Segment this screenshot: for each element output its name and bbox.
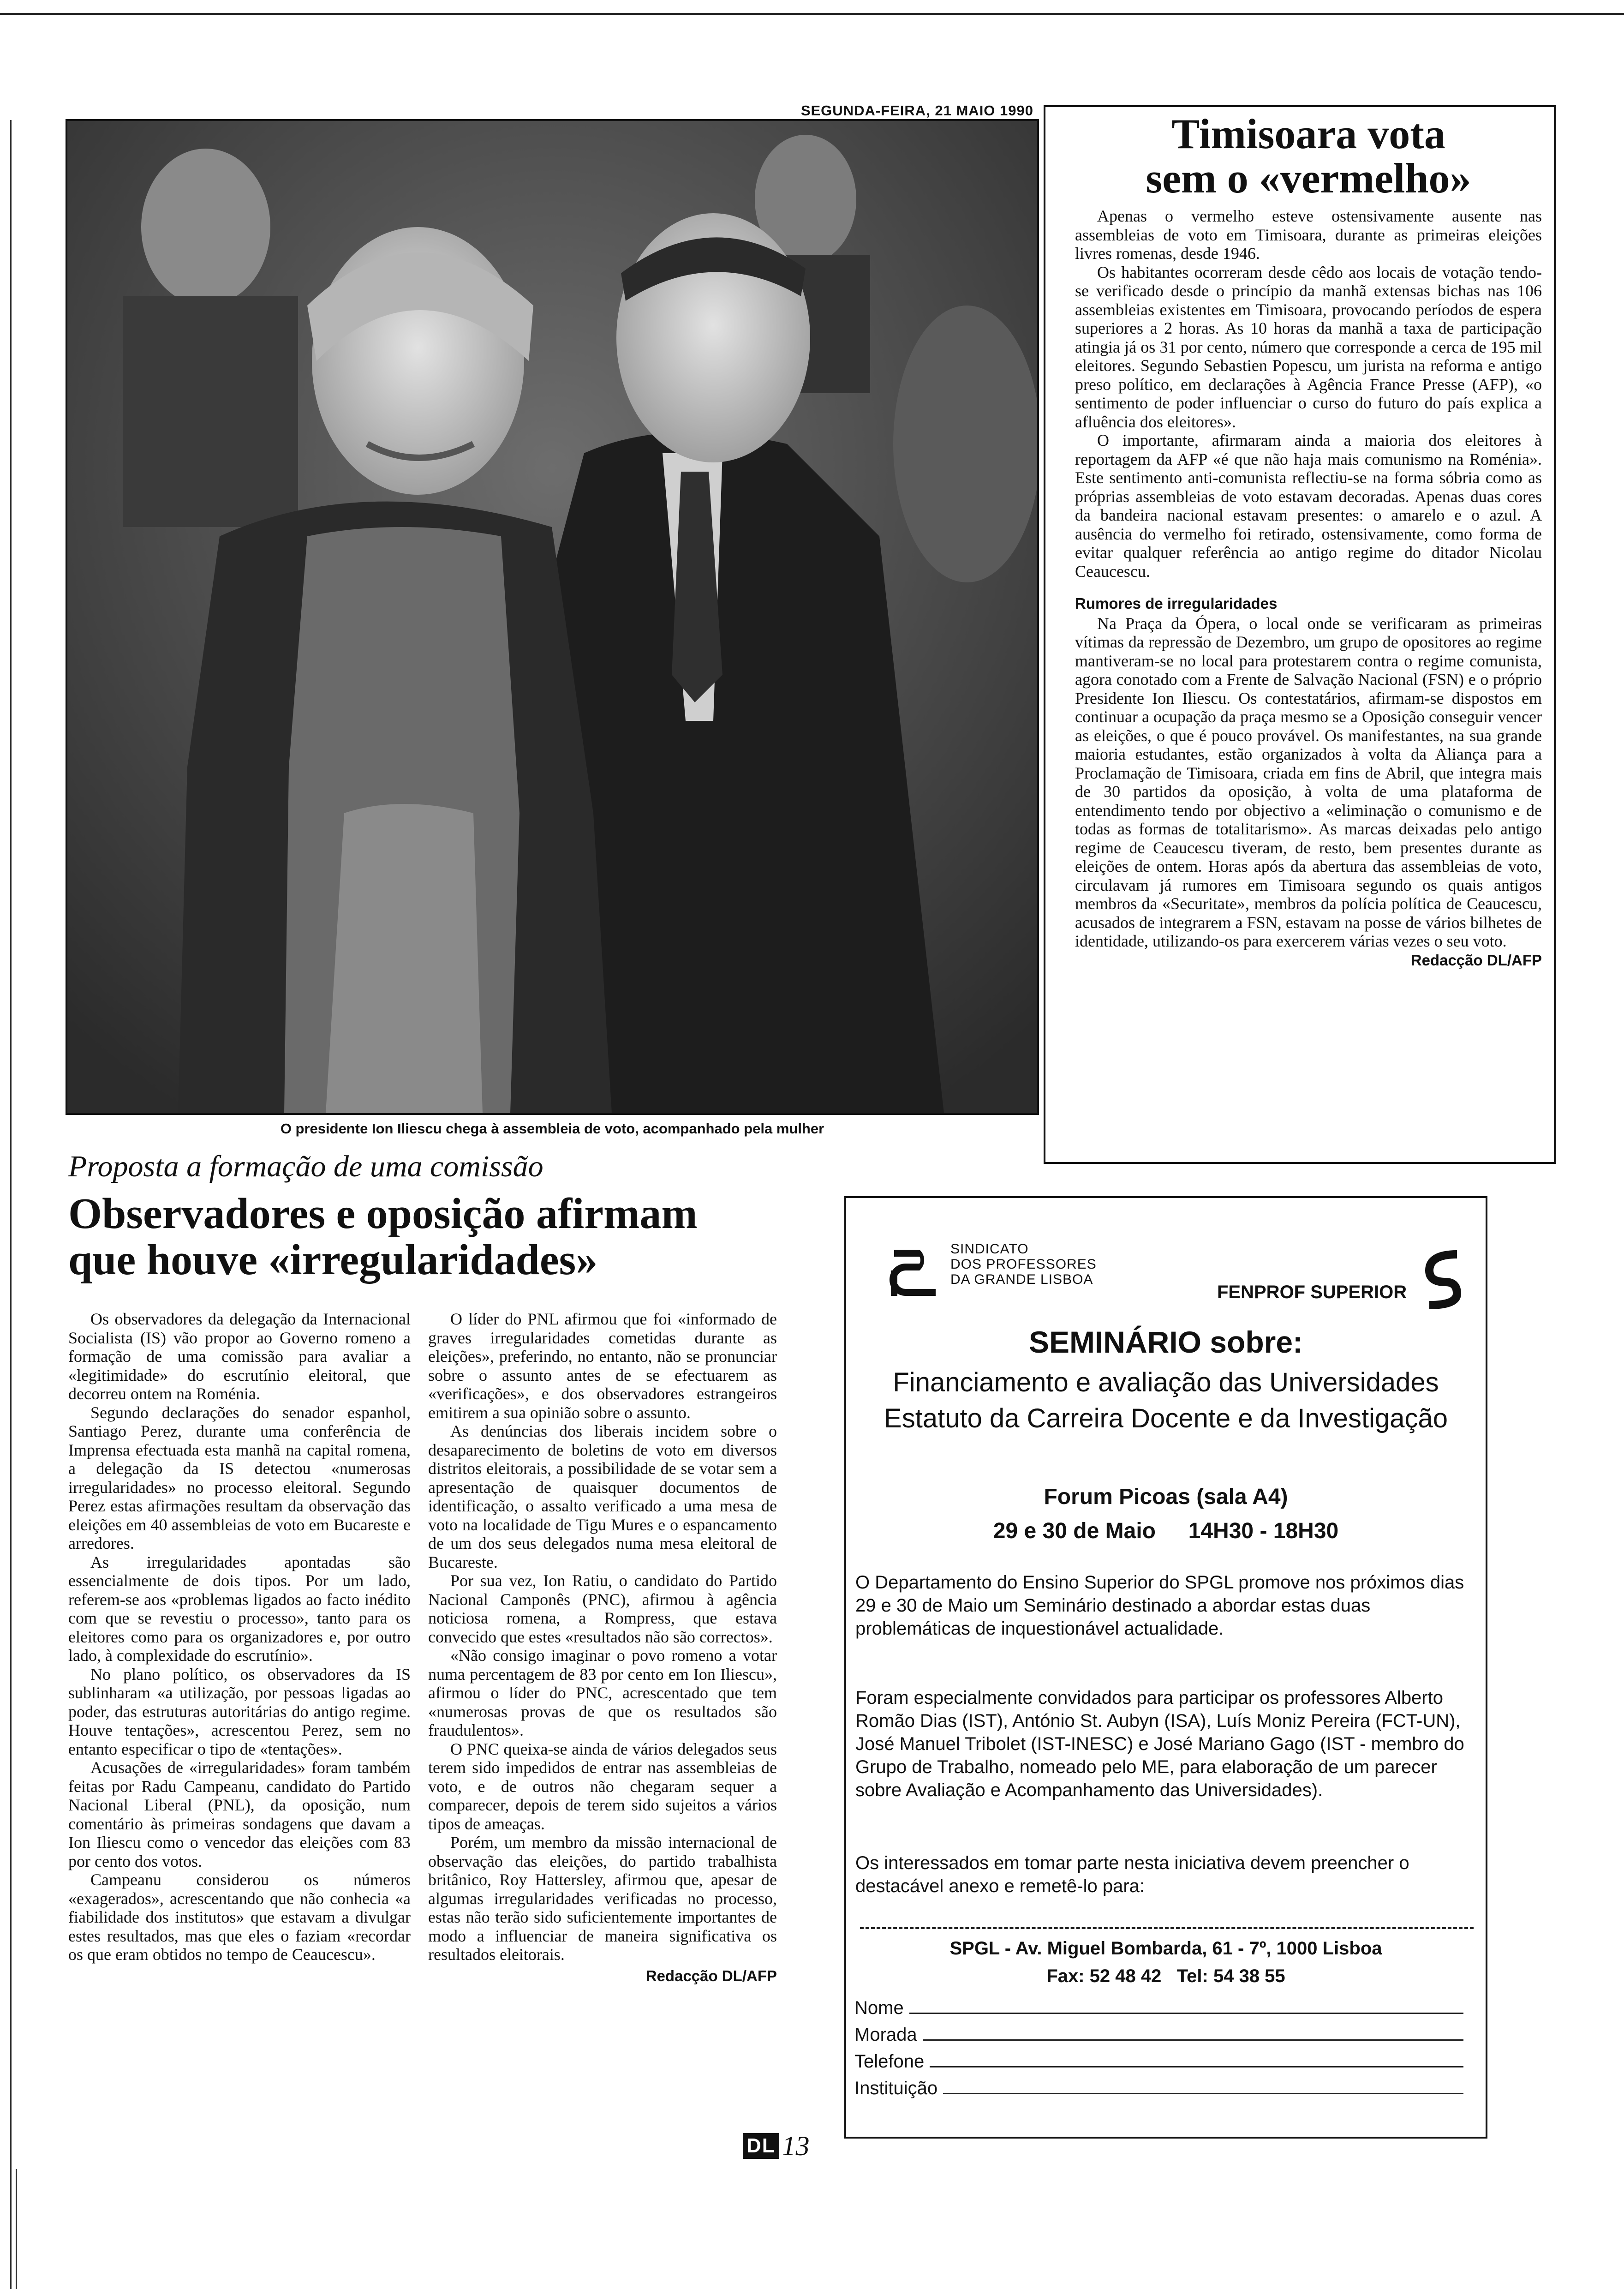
observadores-paragraph: Segundo declarações do senador espanhol, Santiago Perez, durante uma conferência de Imprensa efectuada esta manhã na capital romena, a delegação da IS detectou «numerosas irregularidades» no processo eleitoral. Segundo Perez estas afirmações resultam da observação das eleições em 40 assembleias de voto em Bucareste e arredores. <box>68 1403 411 1552</box>
observadores-paragraph: As denúncias dos liberais incidem sobre o desaparecimento de boletins de voto em diversos distritos eleitorais, a possibilidade de se votar sem a apresentação de quaisquer documentos de identificação, o assalto verificado a uma mesa de voto na localidade de Tigu Mures e o espancamento de um dos seus delegados numa mesa eleitoral de Bucareste. <box>428 1422 777 1571</box>
timisoara-paragraph: O importante, afirmaram ainda a maioria dos eleitores à reportagem da AFP «é que não haja mais comunismo na Roménia». Este sentimento anti-comunista reflectiu-se na forma sóbria como as próprias assembleias de voto estavam decoradas. Apenas duas cores da bandeira nacional estavam presentes: o amarelo e o azul. A ausência do vermelho foi retirado, ostensivamente, como forma de evitar qualquer referência ao antigo regime do ditador Nicolau Ceaucescu. <box>1075 431 1542 581</box>
seminar-venue: Forum Picoas (sala A4) <box>1044 1485 1288 1509</box>
form-label: Nome <box>854 1998 904 2018</box>
fenprof-logo-icon <box>1420 1250 1466 1310</box>
observadores-column-2 <box>428 1310 777 1985</box>
portrait-photo <box>67 121 1037 1113</box>
page-footer <box>743 2131 810 2161</box>
org-line: DOS PROFESSORES <box>950 1257 1097 1272</box>
seminar-topic-2: Estatuto da Carreira Docente e da Investigação <box>884 1403 1448 1433</box>
form-label: Instituição <box>854 2078 938 2098</box>
observadores-paragraph: Por sua vez, Ion Ratiu, o candidato do Partido Nacional Camponês (PNC), afirmou à agência noticiosa romena, a Rompress, que estava convecido que estes «resultados não são correctos». <box>428 1571 777 1646</box>
observadores-kicker: Proposta a formação de uma comissão <box>68 1150 543 1183</box>
left-rule-bottom <box>16 2169 17 2289</box>
photo-frame <box>66 119 1039 1115</box>
tear-off-line <box>860 1927 1474 1929</box>
timisoara-byline: Redacção DL/AFP <box>1410 951 1542 969</box>
org-line: DA GRANDE LISBOA <box>950 1272 1093 1287</box>
form-line[interactable] <box>923 2039 1463 2041</box>
observadores-paragraph: No plano político, os observadores da IS sublinharam «a utilização, por pessoas ligadas ao poder, das estruturas autoritárias do antigo regime. Houve tentações», acrescentou Perez, sem no entanto especificar o tipo de «tentações». <box>68 1665 411 1758</box>
ad-body-3: Os interessados em tomar parte nesta iniciativa devem preencher o destacável anexo e remetê-lo para: <box>855 1853 1409 1896</box>
spgl-logo-icon <box>885 1240 945 1300</box>
observadores-paragraph: Acusações de «irregularidades» foram também feitas por Radu Campeanu, candidato do Partido Nacional Liberal (PNL), da oposição, num comentário às primeiras sondagens que davam a Ion Iliescu como o vencedor das eleições com 83 por cento dos votos. <box>68 1758 411 1870</box>
timisoara-paragraph: Os habitantes ocorreram desde cêdo aos locais de votação tendo-se verificado desde o princípio da manhã extensas bichas nas 106 assembleias existentes em Timisoara, provocando períodos de espera superiores a 2 horas. As 10 horas da manhã a taxa de participação atingia já os 31 por cento, número que corresponde a cerca de 195 mil eleitores. Segundo Sebastien Popescu, um jurista na reforma e antigo preso político, em declarações à Agência France Presse (AFP), «o sentimento de poder influenciar o curso do futuro do país explica a afluência dos eleitores». <box>1075 263 1542 431</box>
form-line[interactable] <box>943 2093 1463 2094</box>
timisoara-subheading: Rumores de irregularidades <box>1075 595 1278 612</box>
timisoara-title-line2: sem o «vermelho» <box>1146 155 1471 202</box>
issue-date: SEGUNDA-FEIRA, 21 MAIO 1990 <box>800 102 1033 119</box>
ad-body-1: O Departamento do Ensino Superior do SPGL promove nos próximos dias 29 e 30 de Maio um Seminário destinado a abordar estas duas problemáticas de inquestionável actualidade. <box>855 1572 1464 1639</box>
photo-caption: O presidente Ion Iliescu chega à assembleia de voto, acompanhado pela mulher <box>280 1121 824 1137</box>
form-row-morada <box>854 2019 1463 2045</box>
observadores-paragraph: Campeanu considerou os números «exagerados», acrescentando que não conhecia «a fiabilidade dos institutos» que estavam a divulgar estes resultados, mas que eles o faziam «recordar os que eram obtidos no tempo de Ceaucescu». <box>68 1870 411 1964</box>
observadores-byline: Redacção DL/AFP <box>645 1967 777 1984</box>
org-line: SINDICATO <box>950 1241 1029 1257</box>
spgl-org-name <box>950 1241 1097 1287</box>
seminar-hours: 14H30 - 18H30 <box>1188 1519 1339 1543</box>
observadores-paragraph: Os observadores da delegação da Internacional Socialista (IS) vão propor ao Governo romeno a formação de uma comissão para avaliar a «legitimidade» do escrutínio eleitoral, que decorreu ontem na Roménia. <box>68 1310 411 1403</box>
timisoara-paragraph: Na Praça da Ópera, o local onde se verificaram as primeiras vítimas da repressão de Dezembro, um grupo de opositores ao regime mantiveram-se no local para protestarem contra o regime comunista, agora conotado com a Frente de Salvação Nacional (FSN) e o próprio Presidente Ion Iliescu. Os contestatários, afirmam-se dispostos em continuar a ocupação da praça mesmo se a Oposição conseguir vencer as eleições, o que é pouco provável. Os manifestantes, na sua grande maioria estudantes, estão organizados à volta da Aliança para a Proclamação de Timisoara, criada em fins de Abril, que integra mais de 30 partidos da oposição, à volta de uma plataforma de entendimento tendo por objectivo a «eliminação o comunismo e de todas as formas de totalitarismo». As marcas deixadas pelo antigo regime de Ceaucescu tiveram, de resto, bem presentes durante as eleições de ontem. Horas após da abertura das assembleias de voto, circulavam já rumores em Timisoara segundo os quais antigos membros da «Securitate», membros da polícia política de Ceaucescu, acusados de integrarem a FSN, estavam na posse de vários bilhetes de identidade, utilizando-os para exercerem várias vezes o seu voto. <box>1075 614 1542 950</box>
observadores-paragraph: O PNC queixa-se ainda de vários delegados seus terem sido impedidos de entrar nas assembleias de voto, e de outros não chegaram sequer a comparecer, depois de terem sido sujeitos a vários tipos de ameaças. <box>428 1739 777 1833</box>
timisoara-body <box>1075 207 1542 951</box>
ad-body-2: Foram especialmente convidados para participar os professores Alberto Romão Dias (IST), António St. Aubyn (ISA), Luís Moniz Pereira (FCT-UN), José Manuel Tribolet (IST-INESC) e José Mariano Gago (IST - membro do Grupo de Trabalho, nomeado pelo ME, para elaboração de um parecer sobre Avaliação e Acompanhamento das Universidades). <box>855 1688 1464 1800</box>
dl-logo-icon: DL <box>743 2133 779 2159</box>
observadores-title-line1: Observadores e oposição afirmam <box>68 1190 698 1238</box>
seminar-dates: 29 e 30 de Maio <box>993 1519 1156 1543</box>
fenprof-label: FENPROF SUPERIOR <box>1217 1282 1407 1302</box>
form-line[interactable] <box>909 2013 1463 2014</box>
seminar-ad <box>844 1196 1487 2139</box>
observadores-paragraph: «Não consigo imaginar o povo romeno a votar numa percentagem de 83 por cento em Ion Iliescu», afirmou o líder do PNC, acrescentado que tem «numerosas provas de que os resultados são fraudulentos». <box>428 1646 777 1739</box>
form-row-nome <box>854 1992 1463 2019</box>
seminar-schedule <box>846 1518 1486 1544</box>
timisoara-title-line1: Timisoara vota <box>1171 110 1445 157</box>
seminar-heading: SEMINÁRIO sobre: <box>1028 1325 1303 1359</box>
observadores-paragraph: O líder do PNL afirmou que foi «informado de graves irregularidades cometidas durante as eleições», preferindo, no entanto, não se pronunciar sobre o assunto antes de se efectuarem as «verificações», e dos observadores estrangeiros emitirem a sua opinião sobre o assunto. <box>428 1310 777 1422</box>
ad-address: SPGL - Av. Miguel Bombarda, 61 - 7º, 1000 Lisboa <box>949 1938 1382 1959</box>
timisoara-paragraph: Apenas o vermelho esteve ostensivamente ausente nas assembleias de voto em Timisoara, durante as primeiras eleições livres romenas, desde 1946. <box>1075 207 1542 263</box>
observadores-column-1 <box>68 1310 411 1964</box>
form-line[interactable] <box>930 2066 1463 2067</box>
form-label: Telefone <box>854 2051 925 2072</box>
timisoara-article <box>1044 105 1556 1164</box>
left-rule <box>10 120 12 2289</box>
form-row-telefone <box>854 2045 1463 2072</box>
form-row-instituicao <box>854 2072 1463 2099</box>
seminar-topic-1: Financiamento e avaliação das Universidades <box>893 1367 1439 1397</box>
observadores-title-line2: que houve «irregularidades» <box>68 1236 598 1284</box>
observadores-paragraph: Porém, um membro da missão internacional de observação das eleições, do partido trabalhista britânico, Roy Hattersley, afirmou que, apesar de algumas irregularidades verificadas no processo, estas não terão sido suficientemente importantes de modo a influenciar de maneira significativa os resultados eleitorais. <box>428 1833 777 1964</box>
ad-contact: Fax: 52 48 42 Tel: 54 38 55 <box>1046 1966 1285 1986</box>
registration-form <box>854 1992 1463 2099</box>
top-rule <box>0 13 1624 15</box>
page-number: 13 <box>782 2130 810 2161</box>
observadores-paragraph: As irregularidades apontadas são essencialmente de dois tipos. Por um lado, referem-se aos «problemas ligados ao facto inédito com que se revestiu o processo», tanto para os eleitores como para os organizadores e, por outro lado, à complexidade do escrutínio». <box>68 1552 411 1665</box>
form-label: Morada <box>854 2025 917 2045</box>
